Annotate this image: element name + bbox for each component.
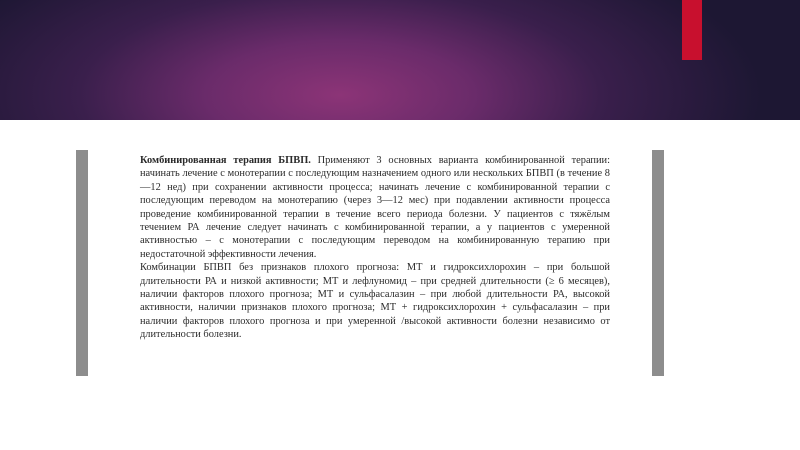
paragraph-lead: Комбинированная терапия БПВП.: [140, 155, 311, 166]
paragraph-body: Применяют 3 основных варианта комбинированной терапии: начинать лечение с монотерапии с последующим назначением одного или нескольких БПВП (в течение 8—12 нед) при сохранении активности процесса; начинать лечение с комбинированной терапии с последующим переводом на монотерапию (через 3—12 мес) при подавлении активности процесса проведение комбинированной терапии в течение всего периода болезни. У пациентов с тяжёлым течением РА лечение следует начинать с комбинированной терапии, а у пациентов с умеренной активностью – с монотерапии с последующим переводом на комбинированную терапию при недостаточной эффективности лечения.: [140, 155, 610, 260]
accent-bar: [682, 0, 702, 60]
paragraph-combination-therapy: [140, 154, 610, 261]
slide-body-text: [140, 154, 610, 342]
right-side-bar: [652, 150, 664, 376]
paragraph-combinations: Комбинации БПВП без признаков плохого прогноза: МТ и гидроксихлорохин – при большой длительности РА и низкой активности; МТ и лефлуномид – при средней длительности (≥ 6 месяцев), наличии факторов плохого прогноза; МТ и сульфасалазин – при любой длительности РА, высокой активности, наличии признаков плохого прогноза; МТ + гидроксихлорохин + сульфасалазин – при наличии факторов плохого прогноза и при умеренной /высокой активности болезни независимо от длительности болезни.: [140, 262, 610, 341]
left-side-bar: [76, 150, 88, 376]
header-banner: [0, 0, 800, 120]
